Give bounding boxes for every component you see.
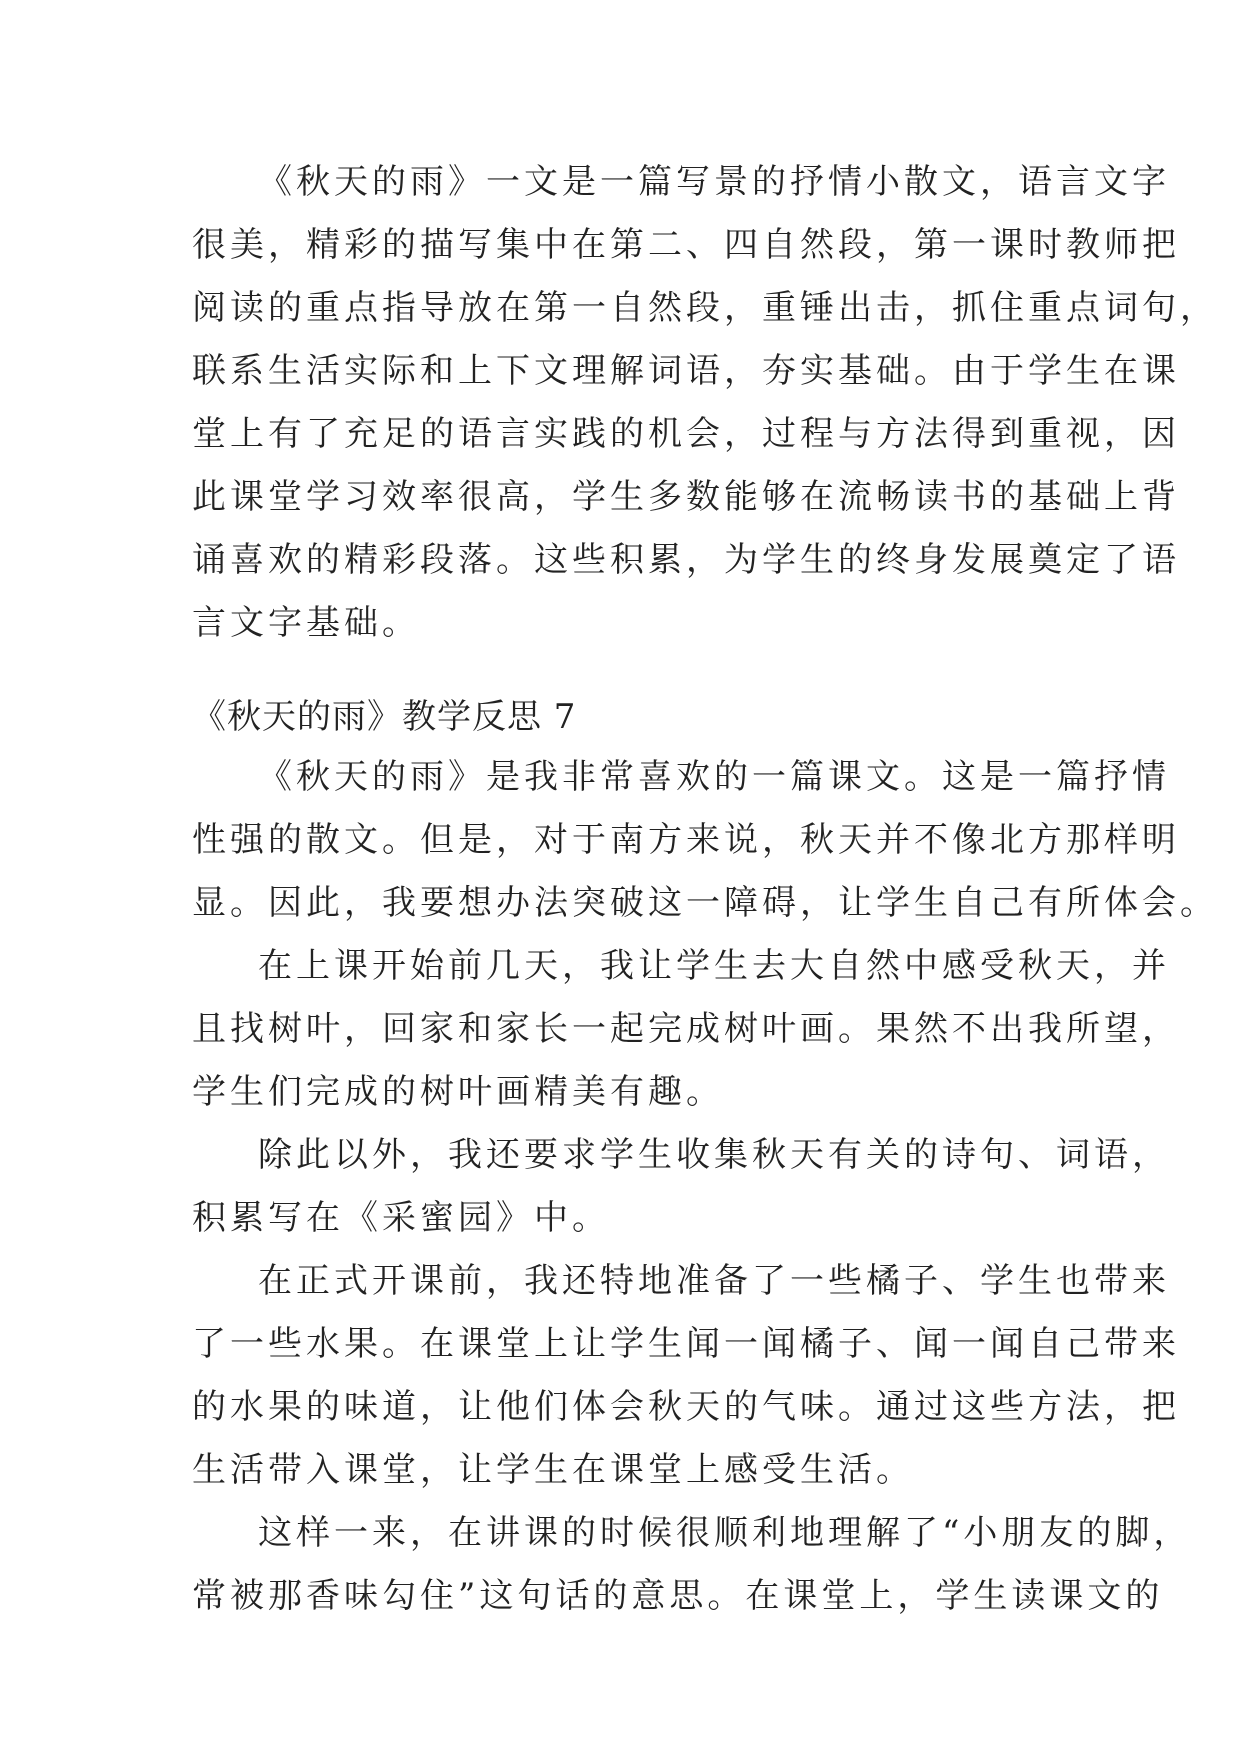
paragraph-1-line-1: 《秋天的雨》一文是一篇写景的抒情小散文，语言文字 [258,162,1170,202]
paragraph-4-line-2: 积累写在《采蜜园》中。 [192,1198,610,1238]
paragraph-5-line-3: 的水果的味道，让他们体会秋天的气味。通过这些方法，把 [192,1387,1180,1427]
paragraph-1-line-2: 很美，精彩的描写集中在第二、四自然段，第一课时教师把 [192,225,1180,265]
paragraph-4-line-1: 除此以外，我还要求学生收集秋天有关的诗句、词语， [258,1135,1170,1175]
paragraph-3-line-3: 学生们完成的树叶画精美有趣。 [192,1072,724,1112]
paragraph-1-line-7: 诵喜欢的精彩段落。这些积累，为学生的终身发展奠定了语 [192,540,1180,580]
paragraph-1-line-5: 堂上有了充足的语言实践的机会，过程与方法得到重视，因 [192,414,1180,454]
paragraph-5-line-1: 在正式开课前，我还特地准备了一些橘子、学生也带来 [258,1261,1170,1301]
paragraph-2-line-2: 性强的散文。但是，对于南方来说，秋天并不像北方那样明 [192,820,1180,860]
paragraph-1-line-3: 阅读的重点指导放在第一自然段，重锤出击，抓住重点词句， [192,288,1218,328]
paragraph-2-line-3: 显。因此，我要想办法突破这一障碍，让学生自己有所体会。 [192,883,1218,923]
paragraph-3-line-1: 在上课开始前几天，我让学生去大自然中感受秋天，并 [258,946,1170,986]
paragraph-2-line-1: 《秋天的雨》是我非常喜欢的一篇课文。这是一篇抒情 [258,757,1170,797]
paragraph-6-line-2: 常被那香味勾住”这句话的意思。在课堂上，学生读课文的 [192,1576,1164,1616]
paragraph-1-line-8: 言文字基础。 [192,603,420,643]
paragraph-3-line-2: 且找树叶，回家和家长一起完成树叶画。果然不出我所望， [192,1009,1180,1049]
paragraph-1-line-4: 联系生活实际和上下文理解词语，夯实基础。由于学生在课 [192,351,1180,391]
paragraph-1-line-6: 此课堂学习效率很高，学生多数能够在流畅读书的基础上背 [192,477,1180,517]
paragraph-5-line-2: 了一些水果。在课堂上让学生闻一闻橘子、闻一闻自己带来 [192,1324,1180,1364]
paragraph-6-line-1: 这样一来，在讲课的时候很顺利地理解了“小朋友的脚， [258,1513,1192,1553]
paragraph-5-line-4: 生活带入课堂，让学生在课堂上感受生活。 [192,1450,914,1490]
section-heading: 《秋天的雨》教学反思 7 [192,697,577,737]
